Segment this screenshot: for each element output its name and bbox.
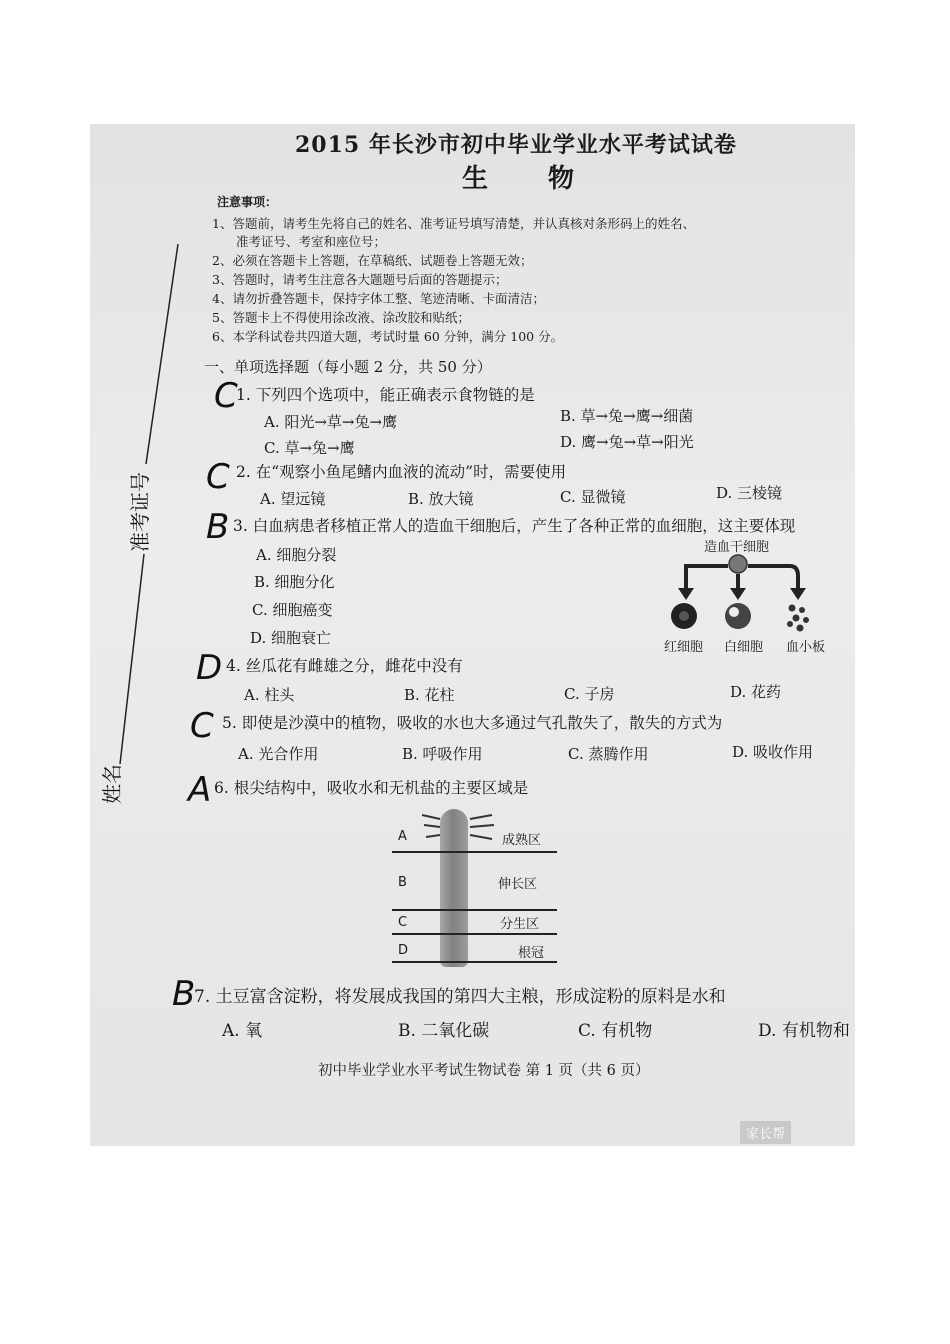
answer-mark-q6: A [188, 770, 212, 810]
question-2-option-c: C. 显微镜 [560, 488, 626, 506]
question-1-option-d: D. 鹰→兔→草→阳光 [560, 433, 694, 451]
notice-line-5: 5、答题卡上不得使用涂改液、涂改胶和贴纸； [212, 310, 470, 325]
root-divider-1 [392, 851, 557, 853]
notice-line-4: 4、请勿折叠答题卡，保持字体工整、笔迹清晰、卡面清洁； [212, 291, 545, 306]
question-5-stem: 5. 即使是沙漠中的植物，吸收的水也大多通过气孔散失了，散失的方式为 [222, 714, 723, 732]
root-row-d-name: 根冠 [518, 946, 545, 961]
answer-mark-q2: C [206, 457, 230, 497]
question-4-option-b: B. 花柱 [404, 686, 455, 704]
question-6-stem: 6. 根尖结构中，吸收水和无机盐的主要区域是 [214, 779, 529, 797]
question-5-option-b: B. 呼吸作用 [402, 745, 483, 763]
white-cell-icon [725, 603, 751, 629]
question-4-stem: 4. 丝瓜花有雌雄之分，雌花中没有 [226, 657, 463, 675]
question-2-stem: 2. 在“观察小鱼尾鳍内血液的流动”时，需要使用 [236, 463, 567, 481]
root-row-d-letter: D [398, 943, 409, 958]
platelet-label: 血小板 [786, 640, 826, 655]
answer-mark-q1: C [214, 376, 238, 416]
question-1-stem: 1. 下列四个选项中，能正确表示食物链的是 [236, 386, 535, 404]
question-2-option-b: B. 放大镜 [408, 490, 474, 508]
question-3-option-d: D. 细胞衰亡 [250, 629, 332, 647]
question-5-option-c: C. 蒸腾作用 [568, 745, 649, 763]
question-5-option-d: D. 吸收作用 [732, 743, 814, 761]
root-divider-3 [392, 933, 557, 935]
exam-number-label: 准考证号 [128, 472, 152, 552]
question-7-option-c: C. 有机物 [578, 1021, 653, 1041]
answer-mark-q3: B [206, 507, 230, 547]
root-row-c-name: 分生区 [500, 917, 540, 932]
question-3-option-c: C. 细胞癌变 [252, 601, 333, 619]
exam-page-photo [90, 124, 855, 1146]
question-4-option-c: C. 子房 [564, 685, 615, 703]
notice-line-1: 1、答题前，请考生先将自己的姓名、准考证号填写清楚，并认真核对条形码上的姓名、 [212, 216, 695, 231]
root-tip-figure [392, 809, 557, 965]
question-3-option-b: B. 细胞分化 [254, 573, 335, 591]
question-2-option-d: D. 三棱镜 [716, 484, 783, 502]
notice-heading: 注意事项： [217, 195, 278, 209]
question-1-option-c: C. 草→兔→鹰 [264, 439, 355, 457]
answer-mark-q4: D [196, 648, 223, 688]
root-row-b-letter: B [398, 875, 407, 890]
root-row-b-name: 伸长区 [498, 877, 538, 892]
question-4-option-a: A. 柱头 [244, 686, 295, 704]
question-1-option-a: A. 阳光→草→兔→鹰 [264, 413, 398, 431]
question-7-option-d: D. 有机物和 [758, 1021, 850, 1041]
section-heading: 一、单项选择题（每小题 2 分，共 50 分） [204, 358, 492, 376]
question-2-option-a: A. 望远镜 [260, 490, 326, 508]
root-row-a-name: 成熟区 [502, 833, 542, 848]
question-1-option-b: B. 草→兔→鹰→细菌 [560, 407, 694, 425]
name-label: 姓名 [100, 764, 124, 804]
question-4-option-d: D. 花药 [730, 683, 782, 701]
root-row-a-letter: A [398, 829, 407, 844]
subject-title: 生物 [462, 164, 635, 194]
answer-mark-q7: B [172, 974, 196, 1014]
notice-line-1b: 准考证号、考室和座位号； [236, 234, 387, 249]
question-7-stem: 7. 土豆富含淀粉，将发展成我国的第四大主粮，形成淀粉的原料是水和 [194, 987, 726, 1007]
platelet-icon [787, 605, 809, 632]
stem-cell-icon [729, 555, 747, 573]
white-cell-label: 白细胞 [724, 640, 764, 655]
question-3-stem: 3. 白血病患者移植正常人的造血干细胞后，产生了各种正常的血细胞，这主要体现 [233, 517, 796, 535]
question-5-option-a: A. 光合作用 [238, 745, 319, 763]
notice-line-3: 3、答题时，请考生注意各大题题号后面的答题提示； [212, 272, 508, 287]
notice-line-6: 6、本学科试卷共四道大题，考试时量 60 分钟，满分 100 分。 [212, 329, 564, 344]
root-divider-2 [392, 909, 557, 911]
question-7-option-b: B. 二氧化碳 [398, 1021, 490, 1041]
question-7-option-a: A. 氧 [222, 1021, 263, 1041]
watermark: 家长帮 [740, 1121, 791, 1144]
root-row-c-letter: C [398, 915, 408, 930]
notice-line-2: 2、必须在答题卡上答题，在草稿纸、试题卷上答题无效； [212, 253, 533, 268]
blood-cell-diagram [650, 552, 850, 642]
red-cell-label: 红细胞 [664, 640, 704, 655]
root-divider-4 [392, 961, 557, 963]
page-footer: 初中毕业学业水平考试生物试卷 第 1 页（共 6 页） [318, 1063, 650, 1079]
figure-source-label: 造血干细胞 [704, 540, 770, 555]
question-3-option-a: A. 细胞分裂 [256, 546, 337, 564]
exam-title: 2015 年长沙市初中毕业学业水平考试试卷 [295, 132, 737, 158]
answer-mark-q5: C [190, 706, 214, 746]
